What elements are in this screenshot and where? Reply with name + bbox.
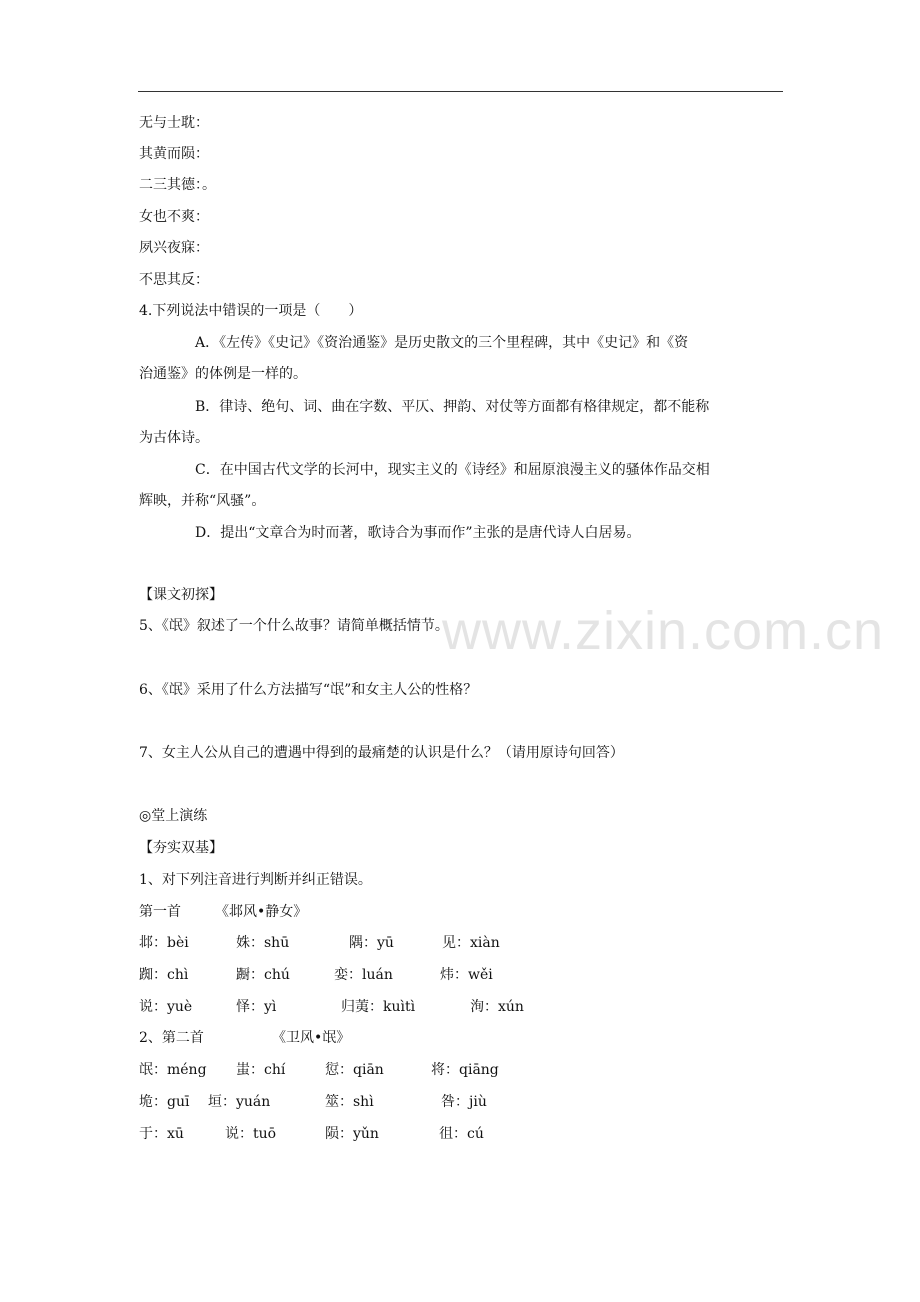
pinyin-item: 归荑：kuìtì [341, 999, 416, 1015]
pinyin-item: 炜：wěi [440, 967, 493, 983]
option-b: B．律诗、绝句、词、曲在字数、平仄、押韵、对仗等方面都有格律规定，都不能称 [195, 399, 710, 415]
practice-heading: ◎堂上演练 [139, 808, 208, 824]
pinyin-item: 垣：yuán [208, 1094, 271, 1110]
gloss-line: 不思其反： [139, 272, 209, 288]
pinyin-item: 蹰：chú [236, 967, 290, 983]
pinyin-item: 蚩：chí [236, 1062, 286, 1078]
poem-title: 《卫风•氓》 [272, 1030, 351, 1046]
pinyin-item: 愆：qiān [325, 1062, 384, 1078]
option-c: C．在中国古代文学的长河中，现实主义的《诗经》和屈原浪漫主义的骚体作品交相 [195, 462, 710, 478]
practice-question-1: 1、对下列注音进行判断并纠正错误。 [139, 872, 372, 888]
question-4-stem: 4.下列说法中错误的一项是（ ） [139, 303, 363, 319]
pinyin-item: 隅：yū [349, 935, 394, 951]
poem-title: 《邶风•静女》 [215, 904, 308, 920]
pinyin-item: 说：tuō [225, 1126, 277, 1142]
gloss-line: 夙兴夜寐： [139, 240, 209, 256]
section-heading: 【夯实双基】 [139, 840, 223, 856]
header-rule [138, 91, 783, 92]
pinyin-item: 说：yuè [139, 999, 193, 1015]
pinyin-item: 姝：shū [236, 935, 290, 951]
pinyin-item: 踟：chì [139, 967, 189, 983]
poem-label: 2、第二首 [139, 1030, 204, 1046]
pinyin-item: 邶：bèi [139, 935, 189, 951]
question-5: 5、《氓》叙述了一个什么故事？请简单概括情节。 [139, 618, 449, 634]
pinyin-item: 咎：jiù [441, 1094, 487, 1110]
option-b-cont: 为古体诗。 [139, 430, 209, 446]
option-a-cont: 治通鉴》的体例是一样的。 [139, 366, 307, 382]
pinyin-item: 垝：guī [139, 1094, 190, 1110]
pinyin-item: 娈：luán [334, 967, 393, 983]
pinyin-item: 陨：yǔn [325, 1126, 379, 1142]
question-7: 7、女主人公从自己的遭遇中得到的最痛楚的认识是什么？（请用原诗句回答） [139, 745, 624, 761]
pinyin-item: 于：xū [139, 1126, 184, 1142]
question-6: 6、《氓》采用了什么方法描写“氓”和女主人公的性格？ [139, 682, 478, 698]
gloss-line: 女也不爽： [139, 209, 209, 225]
pinyin-item: 筮：shì [325, 1094, 374, 1110]
section-heading: 【课文初探】 [139, 587, 223, 603]
option-d: D．提出“文章合为时而著，歌诗合为事而作”主张的是唐代诗人白居易。 [195, 525, 641, 541]
gloss-line: 二三其德：。 [139, 177, 216, 193]
pinyin-item: 洵：xún [470, 999, 524, 1015]
pinyin-item: 氓：méng [139, 1062, 207, 1078]
poem-label: 第一首 [139, 904, 181, 920]
pinyin-item: 徂：cú [439, 1126, 484, 1142]
option-c-cont: 辉映，并称“风骚”。 [139, 493, 266, 509]
option-a: A．《左传》《史记》《资治通鉴》是历史散文的三个里程碑，其中《史记》和《资 [195, 335, 689, 351]
watermark: www.zixin.com.cn [442, 601, 885, 661]
pinyin-item: 见：xiàn [442, 935, 500, 951]
gloss-line: 其黄而陨： [139, 146, 209, 162]
gloss-line: 无与士耽： [139, 115, 209, 131]
pinyin-item: 怿：yì [236, 999, 277, 1015]
pinyin-item: 将：qiāng [431, 1062, 499, 1078]
